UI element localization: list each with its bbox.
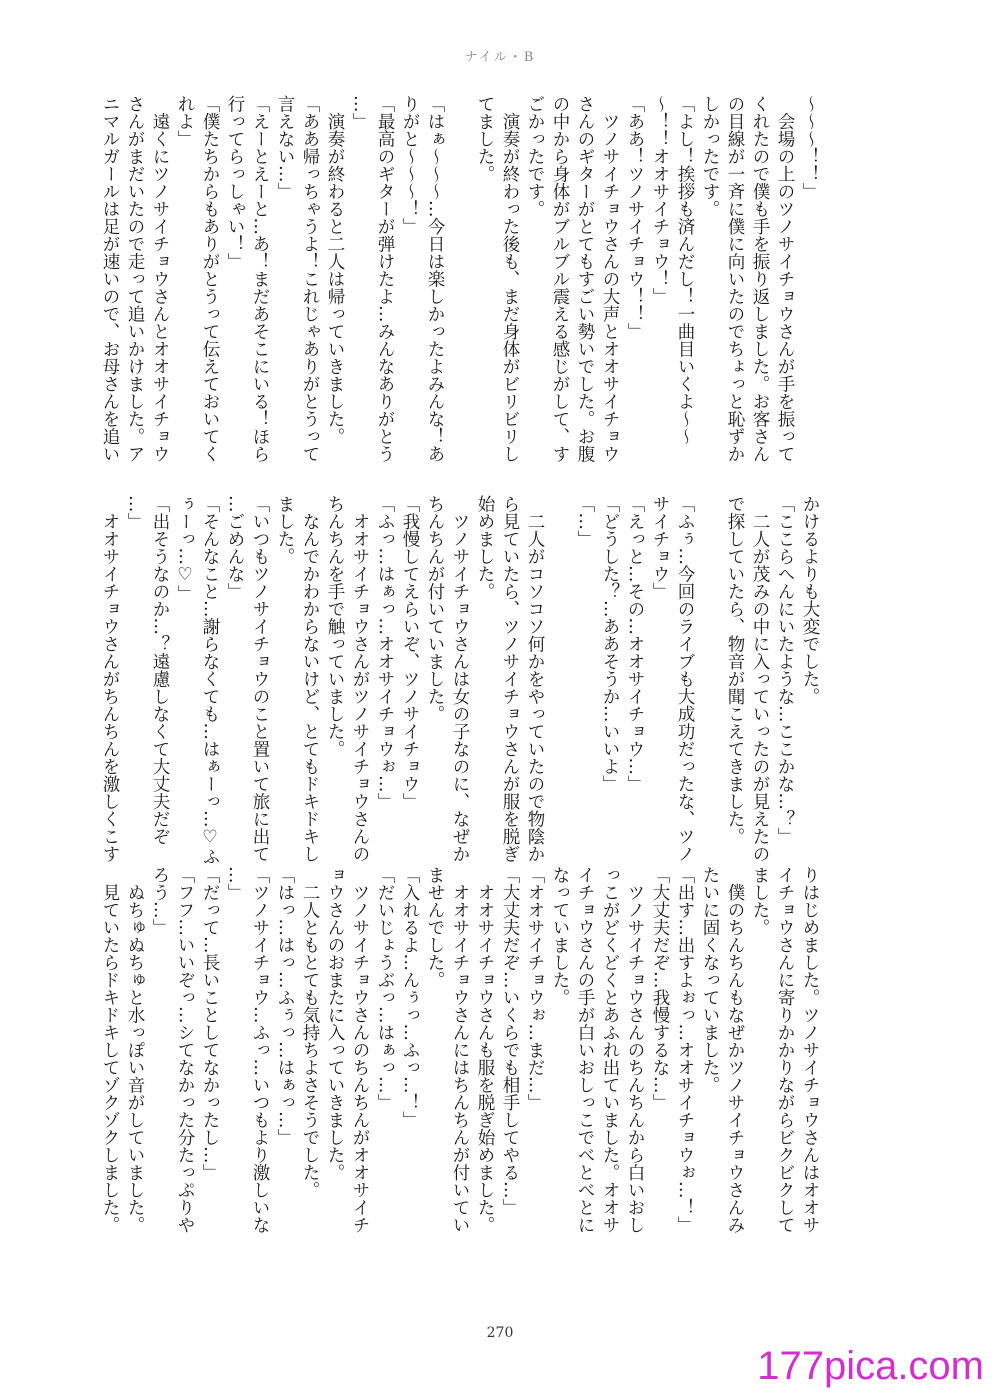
text-line: 演奏が終わると二人は帰っていきました。	[325, 95, 345, 445]
text-line: の目線が一斉に僕に向いたのでちょっと恥ずか	[725, 95, 745, 463]
text-line: りがと〜〜〜！」	[400, 95, 420, 235]
text-line: 「えっと…その…オオサイチョウ…」	[625, 495, 645, 793]
text-line: イチョウさんに寄りかかりながらビクビクして	[775, 866, 795, 1234]
text-line: で探していたら、物音が聞こえてきました。	[725, 495, 745, 845]
text-line: ニマルガールは足が速いので、お母さんを追い	[100, 95, 120, 463]
text-line: 「ああ！ツノサイチョウ！！」	[625, 95, 645, 340]
text-line: の中から身体がブルブル震える感じがして、す	[550, 95, 570, 463]
text-line: 「最高のギターが弾けたよ…みんなありがとう	[375, 95, 395, 463]
text-line: 「我慢してえらいぞ、ツノサイチョウ」	[400, 495, 420, 810]
text-line: ちんちんが付いていました。	[425, 495, 445, 723]
text-line: 「大丈夫だぞ…我慢するな…」	[650, 866, 670, 1111]
text-line	[447, 95, 472, 467]
text-line: しかったです。	[700, 95, 720, 218]
text-line: なっていました。	[550, 866, 570, 1006]
text-line: ました。	[750, 866, 770, 936]
text-block-bottom	[100, 866, 822, 1236]
text-line: 「はぁ〜〜〜…今日は楽しかったよみんな！あ	[425, 95, 445, 463]
text-line: 「よし！挨拶も済んだし！一曲目いくよ〜〜	[675, 95, 695, 445]
watermark-text: 177pica.com	[757, 1344, 984, 1388]
text-line: さんのギターがとてもすごい勢いでした。お腹	[575, 95, 595, 463]
text-line: オオサイチョウさんも服を脱ぎ始めました。	[475, 866, 495, 1234]
page-number: 270	[486, 1325, 514, 1341]
text-line: 「だいじょうぶっ…はぁっ…」	[375, 866, 395, 1111]
running-title: ナイル・B	[464, 50, 536, 65]
text-line: 「そんなこと…謝らなくても…はぁーっ…♡ふ	[200, 495, 220, 865]
text-line: ませんでした。	[425, 866, 445, 989]
text-line	[697, 495, 722, 863]
text-line: …ごめんな」	[225, 495, 245, 600]
text-line: くれたので僕も手を振り返しました。お客さん	[750, 95, 770, 463]
text-line: 「出そうなのか…？遠慮しなくて大丈夫だぞ	[150, 495, 170, 845]
text-line: オオサイチョウさんがツノサイチョウさんの	[350, 495, 370, 863]
text-line: 会場の上のツノサイチョウさんが手を振って	[775, 95, 795, 463]
text-line: 「僕たちからもありがとうって伝えておいてく	[200, 95, 220, 463]
text-line: 〜！！オオサイチョウ！」	[650, 95, 670, 305]
text-line: 始めました。	[475, 495, 495, 600]
text-line: 「オオサイチョウぉ…まだ…」	[525, 866, 545, 1111]
text-block-middle	[100, 495, 822, 865]
text-line: なんでかわからないけど、とてもドキドキし	[300, 495, 320, 863]
text-line: かけるよりも大変でした。	[800, 495, 820, 705]
text-line: 「ふぅ…今回のライブも大成功だったな、ツノ	[675, 495, 695, 863]
text-line: 「ああ帰っちゃうよ！これじゃありがとうって	[300, 95, 320, 463]
text-line: 「入れるよ…んぅっ…ふっ…！」	[400, 866, 420, 1129]
text-line: 「どうした？…ああそうか…いいよ」	[600, 495, 620, 793]
text-line: 見ていたらドキドキしてゾクゾクしました。	[100, 866, 120, 1234]
text-line: ごかったです。	[525, 95, 545, 218]
text-line: たいに固くなっていました。	[700, 866, 720, 1094]
text-line: ぬちゅぬちゅと水っぽい音がしていました。	[125, 866, 145, 1234]
text-line: ら見ていたら、ツノサイチョウさんが服を脱ぎ	[500, 495, 520, 863]
text-line: ョウさんのおまたに入っていきました。	[325, 866, 345, 1181]
text-line: 二人ともとても気持ちよさそうでした。	[300, 866, 320, 1199]
text-line: りはじめました。ツノサイチョウさんはオオサ	[800, 866, 820, 1234]
text-line: 演奏が終わった後も、まだ身体がビリビリし	[500, 95, 520, 463]
text-line: 「だって…長いことしてなかったし…」	[200, 866, 220, 1181]
text-line: 二人が茂みの中に入っていったのが見えたの	[750, 495, 770, 863]
text-line: 僕のちんちんもなぜかツノサイチョウさんみ	[725, 866, 745, 1234]
text-line: っこがどくどくとあふれ出ていました。オオサ	[600, 866, 620, 1234]
text-line: 「出す…出すよぉっ…オオサイチョウぉ…！」	[675, 866, 695, 1234]
text-line: …」	[350, 95, 370, 130]
text-line: 「大丈夫だぞ…いくらでも相手してやる…」	[500, 866, 520, 1216]
text-line: ツノサイチョウさんのちんちんから白いおし	[625, 866, 645, 1234]
text-line: 「えーとえーと…あ！まだあそこにいる！ほら	[250, 95, 270, 463]
text-line: 〜〜〜！！」	[800, 95, 820, 200]
text-line: ツノサイチョウさんの大声とオオサイチョウ	[600, 95, 620, 463]
text-line: ツノサイチョウさんは女の子なのに、なぜか	[450, 495, 470, 863]
text-line: …」	[125, 495, 145, 530]
text-line: ろう…」	[150, 866, 170, 936]
text-line: れよ」	[175, 95, 195, 148]
text-line: 「ツノサイチョウ…ふっ…いつもより激しいな	[250, 866, 270, 1234]
text-line: てました。	[475, 95, 495, 183]
text-line: オオサイチョウさんにはちんちんが付いてい	[450, 866, 470, 1234]
text-line: 「フフ…いいぞっ…シてなかった分たっぷりや	[175, 866, 195, 1234]
text-line: 「…」	[575, 495, 595, 548]
text-line: 「ふっ…はぁっ…オオサイチョウぉ…」	[375, 495, 395, 810]
text-line: オオサイチョウさんがちんちんを激しくこす	[100, 495, 120, 863]
text-line: …」	[225, 866, 245, 901]
text-line: サイチョウ」	[650, 495, 670, 600]
text-line	[547, 495, 572, 863]
text-line: 「はっ…はっ…ふぅっ…はぁっ…」	[275, 866, 295, 1146]
text-line: 遠くにツノサイチョウさんとオオサイチョウ	[150, 95, 170, 463]
text-line: イチョウさんの手が白いおしっこでべとべとに	[575, 866, 595, 1234]
text-line: ぅーっ…♡」	[175, 495, 195, 603]
text-line: 行ってらっしゃい！」	[225, 95, 245, 270]
text-line: 「ここらへんにいたような…ここかな…？」	[775, 495, 795, 845]
text-line: ちんちんを手で触っていました。	[325, 495, 345, 758]
text-block-top	[100, 95, 822, 467]
text-line: 「いつもツノサイチョウのこと置いて旅に出て	[250, 495, 270, 863]
text-line: 言えない…」	[275, 95, 295, 200]
text-line: ました。	[275, 495, 295, 565]
text-line: 二人がコソコソ何かをやっていたので物陰か	[525, 495, 545, 863]
text-line: ツノサイチョウさんのちんちんがオオサイチ	[350, 866, 370, 1234]
text-line: さんがまだいたので走って追いかけました。ア	[125, 95, 145, 463]
